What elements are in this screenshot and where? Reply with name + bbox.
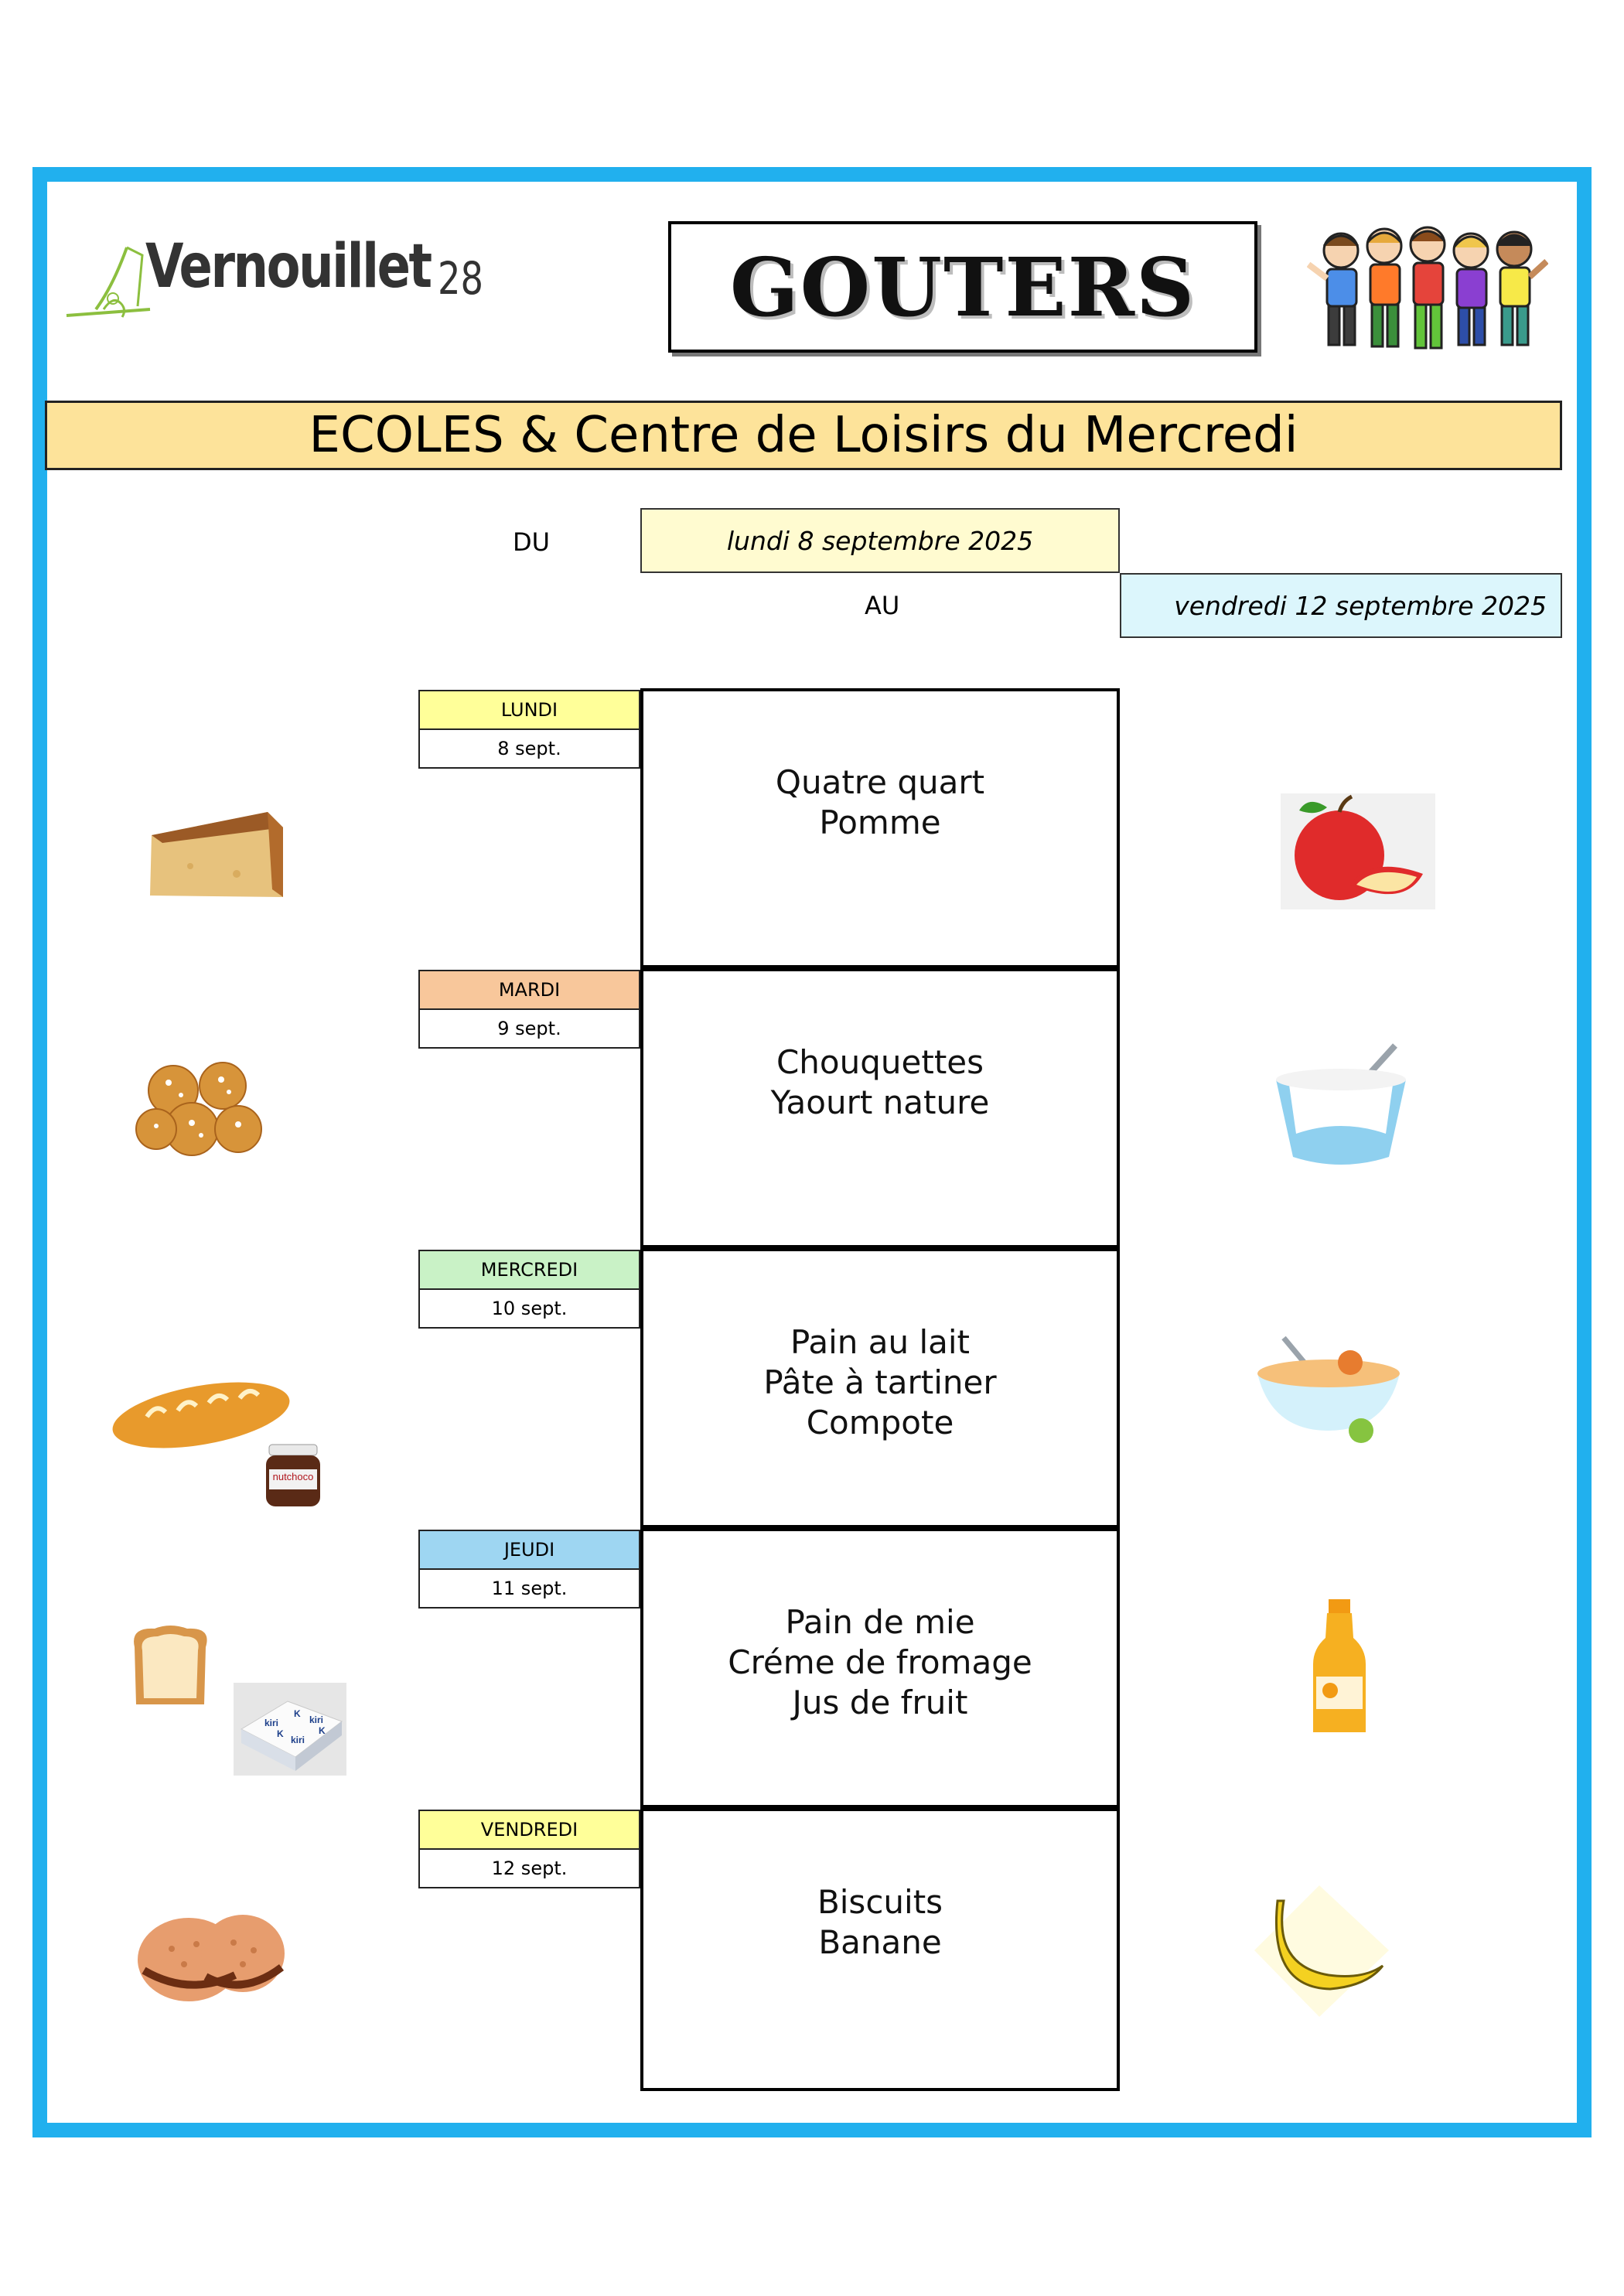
menu-item: Yaourt nature: [770, 1083, 990, 1121]
chouquettes-icon: [130, 1052, 277, 1168]
from-date: lundi 8 septembre 2025: [640, 508, 1120, 573]
day-date-mardi: 9 sept.: [418, 1010, 640, 1049]
menu-item: Jus de fruit: [792, 1684, 968, 1721]
svg-text:kiri: kiri: [309, 1714, 324, 1725]
schools-banner: ECOLES & Centre de Loisirs du Mercredi: [45, 401, 1562, 470]
biscuits-icon: [135, 1905, 289, 2006]
menu-item: Quatre quart: [775, 763, 985, 801]
juice-bottle-icon: [1310, 1599, 1369, 1735]
from-label: DU: [513, 527, 551, 557]
day-date-jeudi: 11 sept.: [418, 1570, 640, 1609]
cheese-portions-icon: [234, 1683, 346, 1776]
apple-icon: [1281, 793, 1435, 909]
menu-item: Banane: [818, 1923, 942, 1961]
menu-cell-lundi: [640, 688, 1120, 968]
day-label-jeudi: JEUDI: [418, 1530, 640, 1570]
menu-cell-vendredi: [640, 1808, 1120, 2091]
spread-jar-icon: [263, 1443, 323, 1508]
svg-text:K: K: [277, 1728, 284, 1739]
menu-item: Chouquettes: [776, 1043, 984, 1081]
banana-icon: [1253, 1881, 1390, 2020]
day-label-mardi: MARDI: [418, 970, 640, 1010]
logo-wordmark: Vernouillet: [145, 232, 431, 302]
logo-number: 28: [438, 252, 484, 305]
brioche-bread-icon: [108, 1369, 294, 1454]
compote-icon: [1253, 1315, 1404, 1446]
svg-text:K: K: [319, 1725, 326, 1736]
menu-item: Pâte à tartiner: [763, 1363, 997, 1401]
menu-cell-jeudi: [640, 1528, 1120, 1808]
menu-cell-mercredi: [640, 1248, 1120, 1528]
menu-item: Pomme: [819, 803, 941, 841]
logo-emblem-icon: [65, 232, 158, 333]
day-label-mercredi: MERCREDI: [418, 1250, 640, 1290]
menu-item: Créme de fromage: [728, 1643, 1032, 1681]
toast-icon: [124, 1624, 217, 1711]
day-date-mercredi: 10 sept.: [418, 1290, 640, 1329]
day-date-vendredi: 12 sept.: [418, 1850, 640, 1888]
menu-cell-mardi: [640, 968, 1120, 1248]
menu-item: Pain de mie: [785, 1603, 975, 1641]
menu-item: Biscuits: [817, 1883, 943, 1921]
day-label-lundi: LUNDI: [418, 690, 640, 730]
to-date: vendredi 12 septembre 2025: [1120, 573, 1562, 638]
title-box: [668, 221, 1257, 353]
to-label: AU: [865, 591, 900, 620]
yogurt-icon: [1273, 1041, 1409, 1169]
cake-slice-icon: [144, 804, 291, 905]
svg-text:K: K: [294, 1708, 301, 1719]
page-title: GOUTERS: [729, 239, 1196, 335]
menu-item: Pain au lait: [790, 1323, 971, 1361]
day-label-vendredi: VENDREDI: [418, 1810, 640, 1850]
spread-jar-label: nutchoco: [272, 1471, 314, 1482]
menu-item: Compote: [806, 1404, 954, 1441]
svg-text:kiri: kiri: [291, 1735, 305, 1745]
svg-text:kiri: kiri: [264, 1718, 279, 1728]
children-group-icon: [1307, 218, 1548, 362]
day-date-lundi: 8 sept.: [418, 730, 640, 769]
